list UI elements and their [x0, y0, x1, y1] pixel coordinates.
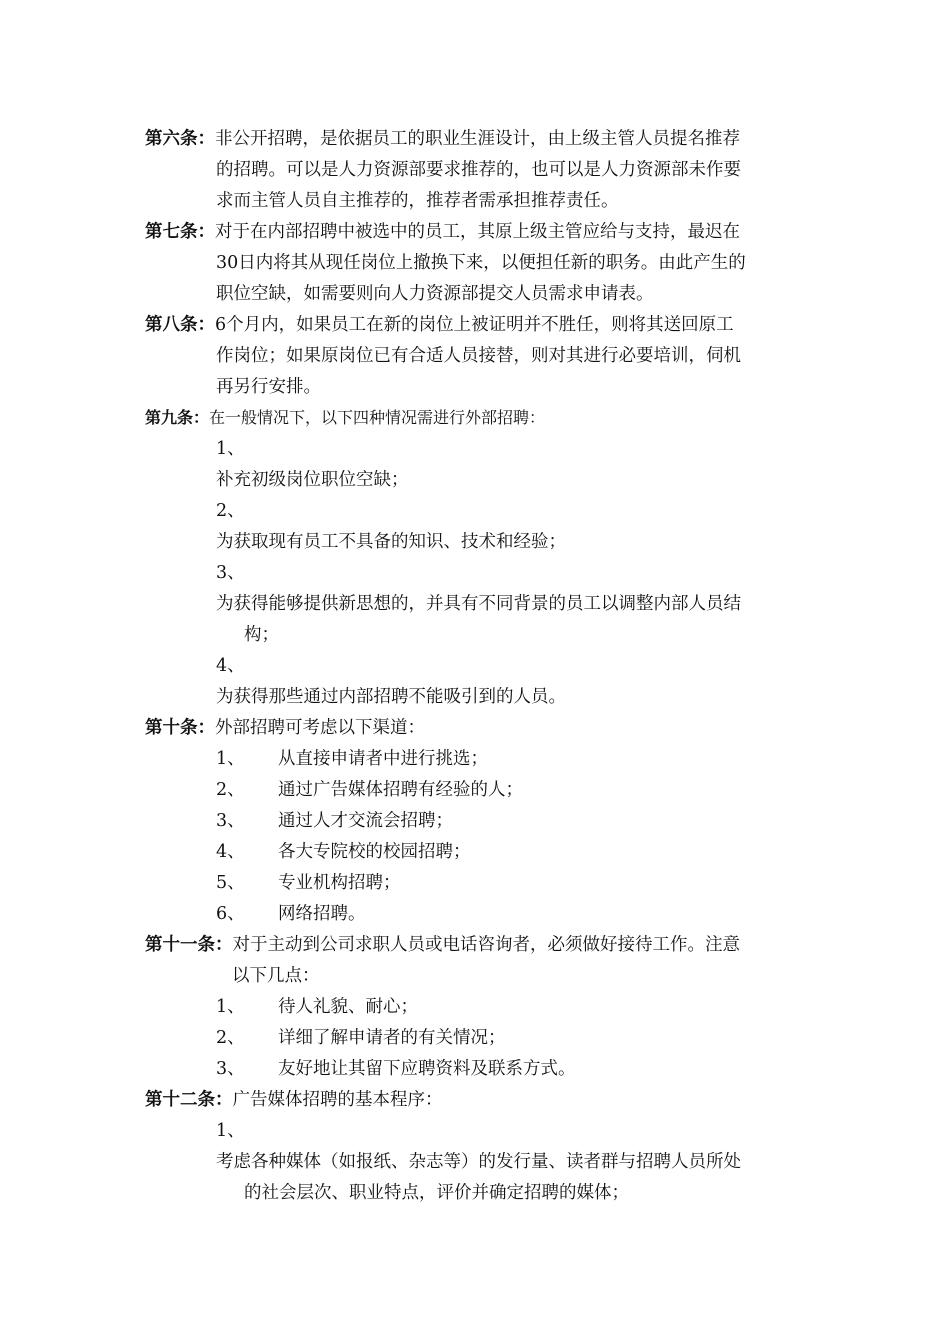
article-8-line-2: 作岗位；如果原岗位已有合适人员接替，则对其进行必要培训，伺机	[216, 346, 741, 366]
article-9-item-3-num: 3、	[216, 563, 245, 583]
list-num: 1、	[216, 749, 245, 769]
article-8-label: 第八条：	[145, 315, 215, 335]
list-text: 友好地让其留下应聘资料及联系方式。	[278, 1059, 576, 1079]
article-6-text: 非公开招聘，是依据员工的职业生涯设计，由上级主管人员提名推荐	[215, 129, 740, 149]
article-11-label: 第十一条：	[145, 935, 233, 955]
article-11-line-2: 以下几点：	[232, 966, 320, 986]
article-6-label: 第六条：	[145, 129, 215, 149]
article-6-line-3: 求而主管人员自主推荐的，推荐者需承担推荐责任。	[216, 191, 619, 211]
list-num: 2、	[216, 1028, 245, 1048]
article-12-label: 第十二条：	[145, 1090, 233, 1110]
list-text: 网络招聘。	[278, 904, 366, 924]
list-num: 3、	[216, 1059, 245, 1079]
article-12-line-1	[145, 1088, 443, 1112]
article-10-item-6	[216, 902, 366, 926]
list-text: 详细了解申请者的有关情况；	[278, 1028, 506, 1048]
article-6-line-2: 的招聘。可以是人力资源部要求推荐的，也可以是人力资源部未作要	[216, 160, 741, 180]
article-7-line-1	[145, 220, 740, 244]
article-11-item-2	[216, 1026, 506, 1050]
article-12-item-1-num: 1、	[216, 1121, 245, 1141]
article-10-line-1	[145, 716, 425, 740]
list-num: 6、	[216, 904, 245, 924]
list-text: 通过广告媒体招聘有经验的人；	[278, 780, 523, 800]
article-9-item-3-text: 为获得能够提供新思想的，并具有不同背景的员工以调整内部人员结	[216, 594, 741, 614]
article-10-item-1	[216, 747, 488, 771]
article-8-line-1	[145, 313, 734, 337]
article-9-item-4-text: 为获得那些通过内部招聘不能吸引到的人员。	[216, 687, 566, 707]
article-11-line-1	[145, 933, 740, 957]
article-11-item-1	[216, 995, 418, 1019]
article-9-item-2-num: 2、	[216, 501, 245, 521]
article-9-intro: 在一般情况下，以下四种情况需进行外部招聘：	[209, 408, 546, 427]
list-num: 3、	[216, 811, 245, 831]
article-8-text: 6个月内，如果员工在新的岗位上被证明并不胜任，则将其送回原工	[215, 315, 734, 335]
article-10-item-5	[216, 871, 401, 895]
list-num: 4、	[216, 842, 245, 862]
list-num: 5、	[216, 873, 245, 893]
article-9-item-1-text: 补充初级岗位职位空缺；	[216, 470, 409, 490]
list-text: 从直接申请者中进行挑选；	[278, 749, 488, 769]
article-9-label: 第九条：	[145, 408, 210, 427]
article-8-line-3: 再另行安排。	[216, 377, 321, 397]
article-12-item-1-text: 考虑各种媒体（如报纸、杂志等）的发行量、读者群与招聘人员所处	[216, 1152, 741, 1172]
article-12-intro: 广告媒体招聘的基本程序：	[232, 1090, 443, 1110]
article-10-item-4	[216, 840, 471, 864]
article-9-line-1	[145, 406, 545, 430]
list-num: 1、	[216, 997, 245, 1017]
article-7-label: 第七条：	[145, 222, 215, 242]
article-12-item-1-cont: 的社会层次、职业特点，评价并确定招聘的媒体；	[244, 1183, 629, 1203]
article-9-item-1-num: 1、	[216, 439, 245, 459]
article-10-intro: 外部招聘可考虑以下渠道：	[215, 718, 425, 738]
article-7-text: 对于在内部招聘中被选中的员工，其原上级主管应给与支持，最迟在	[215, 222, 740, 242]
list-text: 专业机构招聘；	[278, 873, 401, 893]
article-6-line-1	[145, 127, 740, 151]
article-10-item-3	[216, 809, 453, 833]
article-9-item-3-cont: 构；	[244, 625, 279, 645]
list-text: 通过人才交流会招聘；	[278, 811, 453, 831]
article-9-item-2-text: 为获取现有员工不具备的知识、技术和经验；	[216, 532, 566, 552]
article-11-item-3	[216, 1057, 576, 1081]
article-11-text: 对于主动到公司求职人员或电话咨询者，必须做好接待工作。注意	[232, 935, 740, 955]
article-10-item-2	[216, 778, 523, 802]
article-7-line-2: 30日内将其从现任岗位上撤换下来，以便担任新的职务。由此产生的	[216, 253, 746, 273]
article-9-item-4-num: 4、	[216, 656, 245, 676]
list-text: 待人礼貌、耐心；	[278, 997, 418, 1017]
list-text: 各大专院校的校园招聘；	[278, 842, 471, 862]
list-num: 2、	[216, 780, 245, 800]
article-7-line-3: 职位空缺，如需要则向人力资源部提交人员需求申请表。	[216, 284, 654, 304]
article-10-label: 第十条：	[145, 718, 215, 738]
